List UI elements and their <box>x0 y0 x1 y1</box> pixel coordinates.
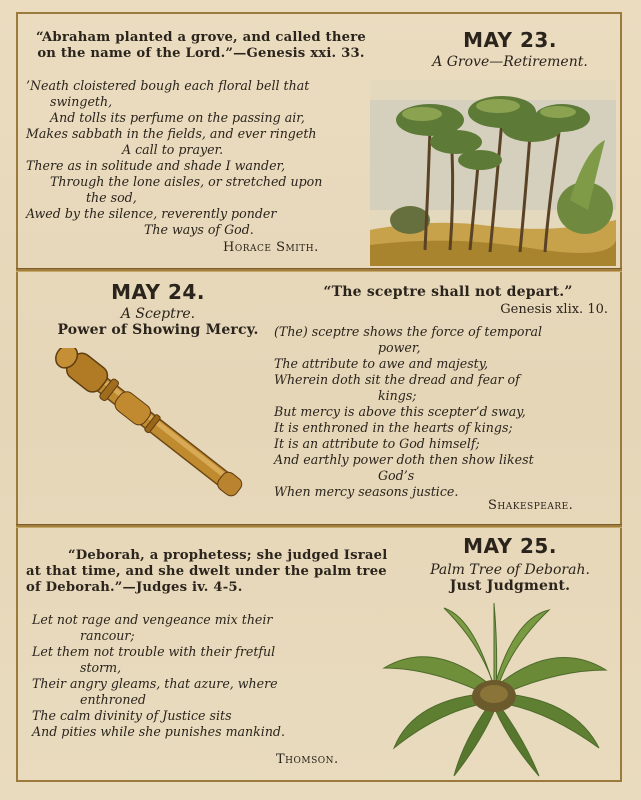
scripture-quote <box>26 30 376 62</box>
poem-line: swingeth, <box>50 94 113 109</box>
poem-line: There as in solitude and shade I wander, <box>26 158 286 173</box>
poem-line: Awed by the silence, reverently ponder <box>26 206 277 221</box>
poem-line: God’s <box>378 468 415 483</box>
author: Thomson. <box>276 752 339 767</box>
poem-line: It is enthroned in the hearts of kings; <box>274 420 513 435</box>
poem-line: Their angry gleams, that azure, where <box>32 676 278 691</box>
poem-line: power, <box>378 340 421 355</box>
poem <box>26 78 371 238</box>
poem-line: The attribute to awe and majesty, <box>274 356 489 371</box>
poem-line: A call to prayer. <box>122 142 224 157</box>
poem-line: storm, <box>80 660 122 675</box>
poem-line: (The) sceptre shows the force of temporal <box>274 324 543 339</box>
entry-may-25 <box>18 528 620 782</box>
poem-line: Through the lone aisles, or stretched upon <box>50 174 323 189</box>
author: Shakespeare. <box>488 498 574 513</box>
poem-line: And earthly power doth then show likest <box>274 452 534 467</box>
poem-line: enthroned <box>80 692 146 707</box>
poem-line: When mercy seasons justice. <box>274 484 459 499</box>
entry-theme: Just Judgment. <box>449 578 571 594</box>
poem-line: Let them not trouble with their fretful <box>32 644 276 659</box>
entry-subtitle: A Grove—Retirement. <box>432 54 588 70</box>
quote-line: of Deborah.”—Judges iv. 4-5. <box>26 580 243 595</box>
quote-line: at that time, and she dwelt under the palm tree <box>26 564 387 579</box>
poem-line: Let not rage and vengeance mix their <box>32 612 273 627</box>
scripture-quote: “The sceptre shall not depart.” <box>323 284 573 300</box>
poem-line: It is an attribute to God himself; <box>274 436 480 451</box>
scripture-citation: Genesis xlix. 10. <box>500 302 608 317</box>
grove-illustration <box>370 80 616 266</box>
poem-line: ’Neath cloistered bough each floral bell that <box>26 78 310 93</box>
poem-line: The ways of God. <box>144 222 254 237</box>
entry-subtitle: A Sceptre. <box>120 306 196 322</box>
poem-line: And tolls its perfume on the passing air, <box>50 110 305 125</box>
entry-date: MAY 24. <box>111 280 205 304</box>
poem-line: But mercy is above this scepter’d sway, <box>274 404 526 419</box>
poem-line: Makes sabbath in the fields, and ever ringeth <box>26 126 317 141</box>
quote-line: on the name of the Lord.”—Genesis xxi. 33. <box>37 46 365 61</box>
entry-subtitle: Palm Tree of Deborah. <box>430 562 590 578</box>
sceptre-illustration <box>48 348 268 508</box>
entry-theme: Power of Showing Mercy. <box>57 322 259 338</box>
poem <box>274 324 614 500</box>
poem-line: The calm divinity of Justice sits <box>32 708 232 723</box>
entry-date: MAY 23. <box>463 28 557 52</box>
quote-line: “Deborah, a prophetess; she judged Israel <box>68 548 388 563</box>
entry-date: MAY 25. <box>463 534 557 558</box>
poem-line: kings; <box>378 388 417 403</box>
entry-may-23 <box>18 14 620 268</box>
poem-line: And pities while she punishes mankind. <box>32 724 286 739</box>
poem <box>32 612 377 740</box>
entry-may-24 <box>18 272 620 522</box>
quote-line: “Abraham planted a grove, and called there <box>36 30 366 45</box>
author: Horace Smith. <box>223 240 319 255</box>
scripture-quote <box>26 548 386 596</box>
poem-line: Wherein doth sit the dread and fear of <box>274 372 520 387</box>
poem-line: rancour; <box>80 628 135 643</box>
palm-tree-illustration <box>374 598 614 778</box>
poem-line: the sod, <box>86 190 137 205</box>
